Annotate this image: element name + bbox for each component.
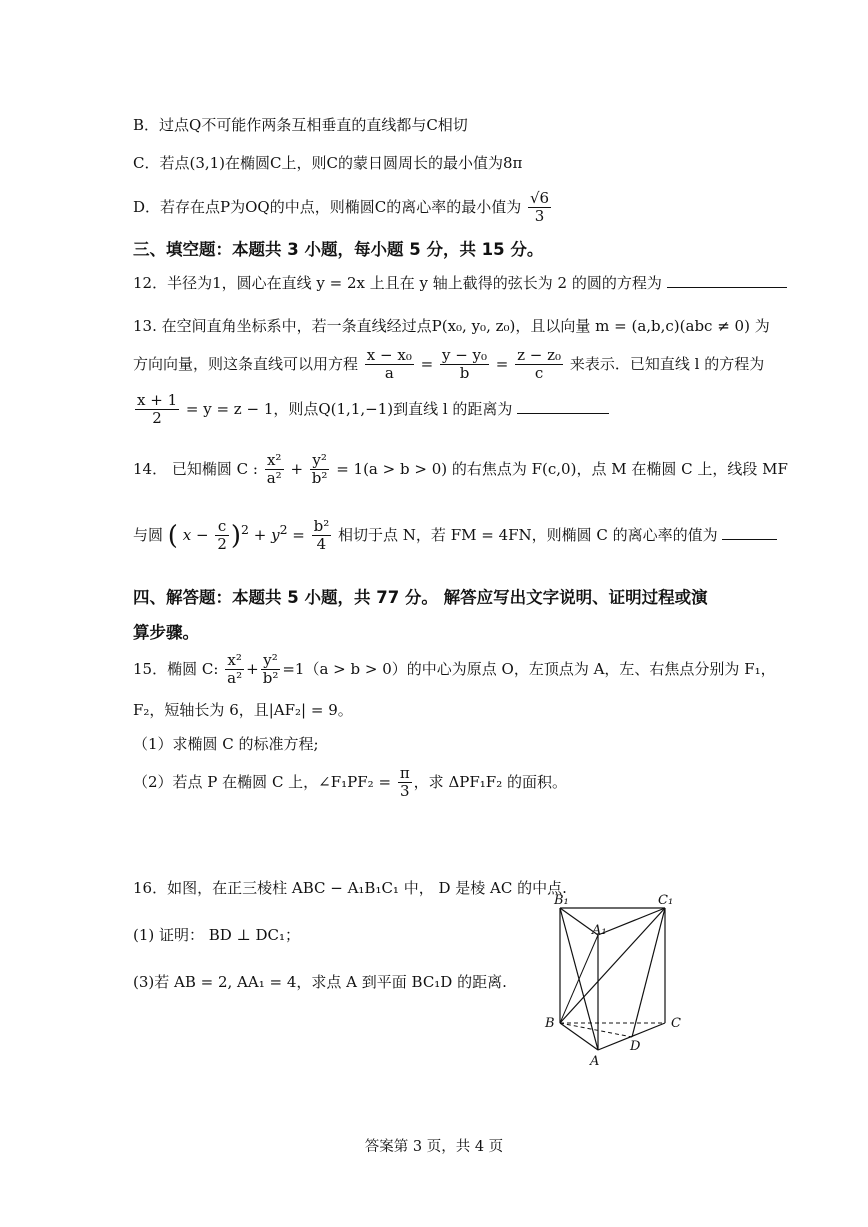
q14-l2-pre: 与圆: [133, 525, 164, 544]
frac-den: 4: [316, 535, 327, 554]
option-d-fraction: [528, 190, 551, 226]
option-d-text: D．若存在点P为OQ的中点，则椭圆C的离心率的最小值为: [133, 197, 522, 216]
question-16-line1: 16．如图，在正三棱柱 ABC − A₁B₁C₁ 中， D 是棱 AC 的中点.: [133, 879, 567, 897]
question-14-line2: 与圆 ( x − $\frac{c}{2}$ )$^2 + y^2$ = $\frac{\text{b²}}{4}$ 相切于点 N，若 FM = 4FN，则椭圆 C 的离心率的值为: [133, 518, 777, 554]
frac-den: c: [534, 364, 544, 383]
frac-den: a²: [266, 469, 282, 488]
frac-num: π: [399, 764, 410, 782]
frac-num: x²: [265, 452, 284, 470]
frac-num: c: [215, 518, 229, 536]
question-16-part3: (3)若 AB = 2, AA₁ = 4，求点 A 到平面 BC₁D 的距离.: [133, 973, 507, 991]
question-12: [133, 272, 787, 293]
question-15-line2: F₂，短轴长为 6，且|AF₂| = 9。: [133, 701, 353, 719]
q13-frac-x: [365, 347, 414, 383]
question-15-part1: （1）求椭圆 C 的标准方程;: [133, 735, 319, 753]
q14-frac-y: [310, 452, 330, 488]
q15-pre: 15．椭圆 C:: [133, 659, 219, 678]
label-a1: A₁: [592, 923, 607, 938]
q13-line3-frac: [135, 392, 179, 428]
q13-line3-post: = y = z − 1，则点Q(1,1,−1)到直线 l 的距离为: [185, 399, 513, 418]
label-b1: B₁: [554, 893, 569, 908]
frac-num: b²: [313, 517, 330, 535]
frac-den: a: [384, 364, 394, 383]
frac-den: 3: [399, 782, 410, 801]
q15-frac-y: [261, 652, 281, 688]
option-d: [133, 190, 553, 226]
q14-pre: 14． 已知椭圆 C :: [133, 459, 258, 478]
q13-frac-y: [440, 347, 489, 383]
frac-den: a²: [227, 669, 243, 688]
q14-l2-post: 相切于点 N，若 FM = 4FN，则椭圆 C 的离心率的值为: [338, 525, 718, 544]
section-4-title-line1: 四、解答题：本题共 5 小题，共 77 分。 解答应写出文字说明、证明过程或演: [133, 588, 708, 607]
frac-num: √6: [529, 189, 550, 207]
frac-num: x + 1: [137, 391, 178, 409]
q13-line2-pre: 方向向量，则这条直线可以用方程: [133, 354, 359, 373]
label-d: D: [630, 1039, 641, 1054]
q15-post: =1（a > b > 0）的中心为原点 O，左顶点为 A，左、右焦点分别为 F₁，: [282, 659, 776, 678]
question-13-line1: 13. 在空间直角坐标系中，若一条直线经过点P(x₀, y₀, z₀)，且以向量 m = (a,b,c)(abc ≠ 0) 为: [133, 317, 770, 335]
q14-frac-x: [265, 452, 284, 488]
question-13-line2: 方向向量，则这条直线可以用方程 $\frac{\text{x − x₀}}{a}$ = $\frac{\text{y − y₀}}{b}$ = $\frac{\text{z − z₀}}{c}$ 来表示．已知直线 l 的方程为: [133, 346, 765, 383]
label-c1: C₁: [658, 893, 674, 908]
question-13-line3: [133, 392, 609, 428]
section-3-title: 三、填空题：本题共 3 小题，每小题 5 分，共 15 分。: [133, 240, 544, 259]
frac-num: y − y₀: [441, 346, 488, 364]
q13-line2-post: 来表示．已知直线 l 的方程为: [569, 354, 765, 373]
frac-den: 3: [534, 207, 545, 226]
answer-blank-14[interactable]: [722, 525, 777, 540]
section-4-title-line2: 算步骤。: [133, 623, 199, 642]
question-15-line1: 15．椭圆 C: $\frac{\text{x²}}{\text{a²}}$ + $\frac{\text{y²}}{\text{b²}}$ =1（a > b > 0）的中心为原点 O，左顶点为 A，左、右焦点分别为 F₁，: [133, 651, 776, 688]
question-14-line1: 14． 已知椭圆 C : $\frac{\text{x²}}{\text{a²}}$ + $\frac{\text{y²}}{\text{b²}}$ = 1(a > b > 0) 的右焦点为 F(c,0)，点 M 在椭圆 C 上，线段 MF: [133, 451, 788, 488]
frac-den: b²: [311, 469, 328, 488]
page-footer: 答案第 3 页，共 4 页: [364, 1139, 504, 1155]
answer-blank-12[interactable]: [667, 273, 787, 288]
q15-frac-x: [225, 652, 244, 688]
q15-p2-post: ，求 ΔPF₁F₂ 的面积。: [413, 772, 567, 791]
frac-den: 2: [152, 409, 162, 428]
q15-p2-pre: （2）若点 P 在椭圆 C 上，∠F₁PF₂ =: [133, 772, 392, 791]
label-a: A: [590, 1054, 600, 1069]
prism-figure: [540, 890, 700, 1070]
answer-blank-13[interactable]: [517, 399, 609, 414]
q13-frac-z: [515, 347, 563, 383]
question-12-text: 12．半径为1，圆心在直线 y = 2x 上且在 y 轴上截得的弦长为 2 的圆的方程为: [133, 274, 662, 292]
question-16-part1: (1) 证明： BD ⊥ DC₁；: [133, 926, 300, 944]
frac-den: 2: [217, 535, 227, 554]
q14-frac-c: [215, 518, 229, 554]
option-b: B．过点Q不可能作两条互相垂直的直线都与C相切: [133, 116, 468, 134]
frac-num: x − x₀: [366, 346, 412, 364]
frac-den: b: [459, 364, 470, 383]
q14-frac-b: [312, 518, 332, 554]
label-b: B: [545, 1016, 555, 1031]
label-c: C: [671, 1016, 681, 1031]
frac-num: z − z₀: [517, 346, 562, 364]
frac-num: y²: [310, 452, 330, 470]
frac-num: y²: [261, 652, 281, 670]
q14-post: = 1(a > b > 0) 的右焦点为 F(c,0)，点 M 在椭圆 C 上，线段 MF: [336, 459, 788, 478]
question-15-part2: [133, 765, 567, 801]
option-c: C．若点(3,1)在椭圆C上，则C的蒙日圆周长的最小值为8π: [133, 154, 523, 172]
frac-num: x²: [225, 652, 244, 670]
frac-den: b²: [262, 669, 279, 688]
q15-frac-pi: [398, 765, 412, 801]
